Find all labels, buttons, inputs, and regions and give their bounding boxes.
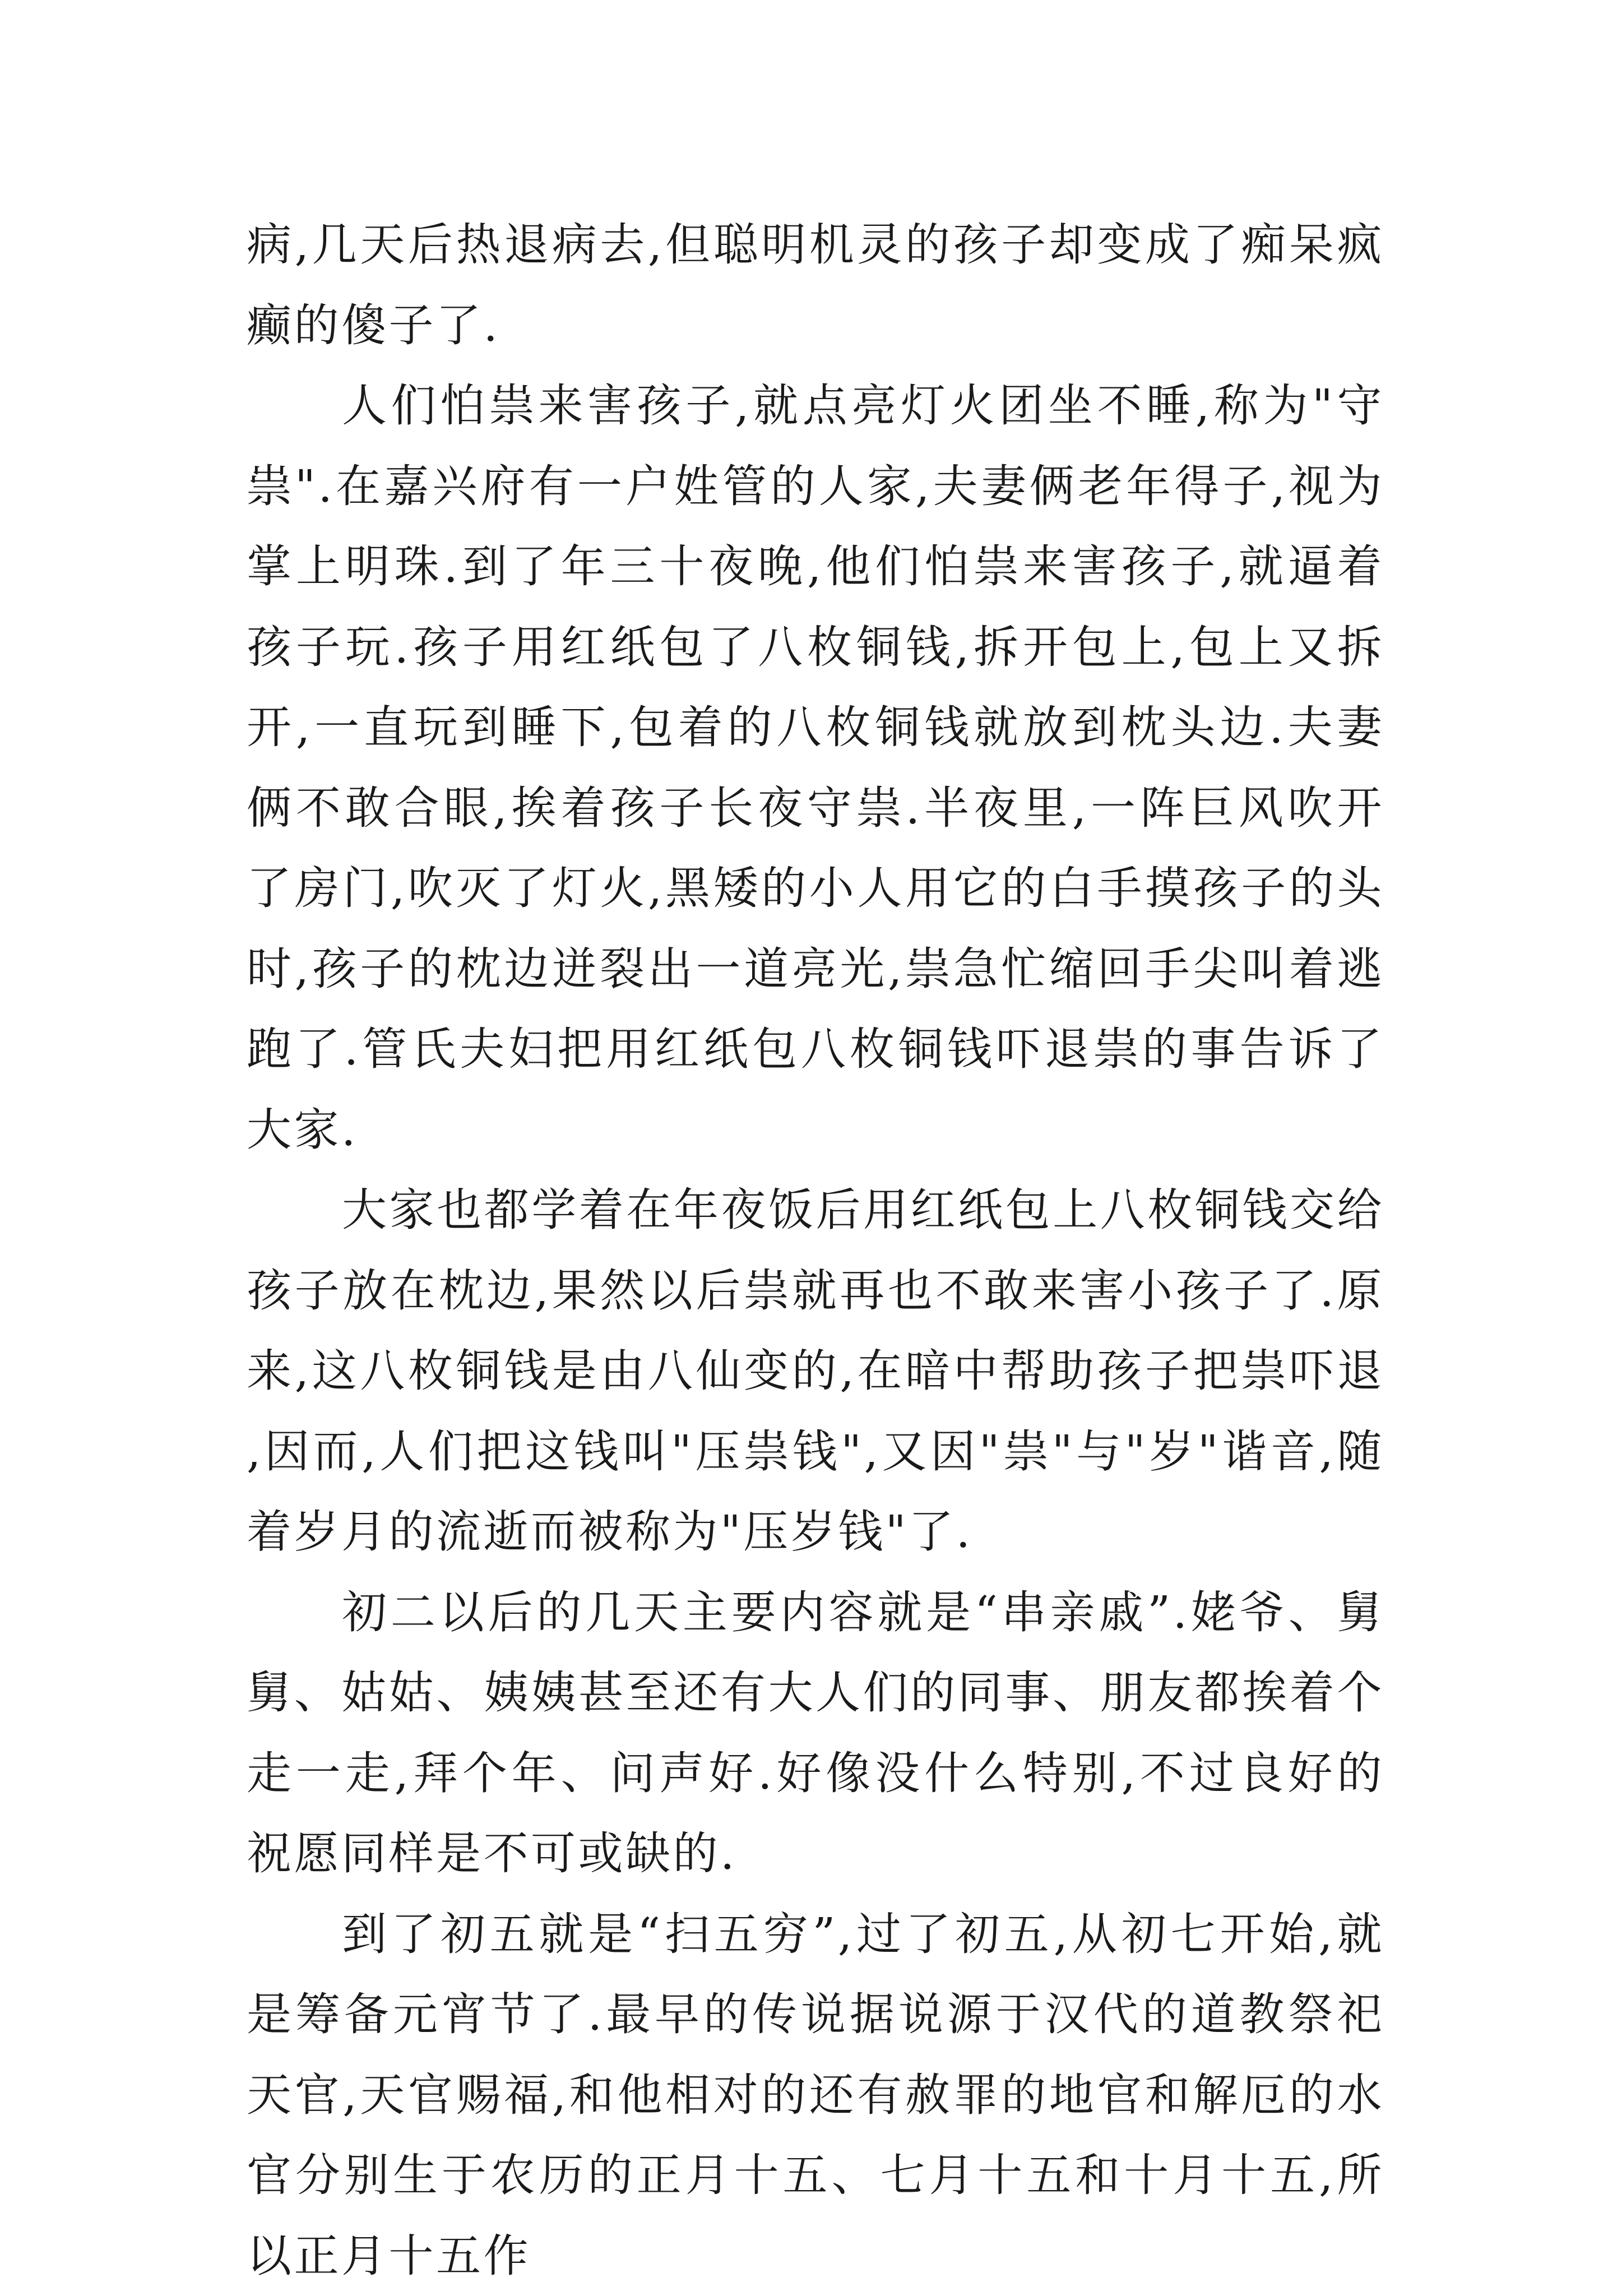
paragraph-3: 大家也都学着在年夜饭后用红纸包上八枚铜钱交给孩子放在枕边,果然以后祟就再也不敢来害小孩子了.原来,这八枚铜钱是由八仙变的,在暗中帮助孩子把祟吓退,因而,人们把这钱叫"压祟钱",又因"祟"与"岁"谐音,随着岁月的流逝而被称为"压岁钱"了. <box>247 1170 1384 1572</box>
paragraph-2: 人们怕祟来害孩子,就点亮灯火团坐不睡,称为"守祟".在嘉兴府有一户姓管的人家,夫妻俩老年得子,视为掌上明珠.到了年三十夜晚,他们怕祟来害孩子,就逼着孩子玩.孩子用红纸包了八枚铜钱,拆开包上,包上又拆开,一直玩到睡下,包着的八枚铜钱就放到枕头边.夫妻俩不敢合眼,挨着孩子长夜守祟.半夜里,一阵巨风吹开了房门,吹灭了灯火,黑矮的小人用它的白手摸孩子的头时,孩子的枕边迸裂出一道亮光,祟急忙缩回手尖叫着逃跑了.管氏夫妇把用红纸包八枚铜钱吓退祟的事告诉了大家. <box>247 365 1384 1170</box>
paragraph-4: 初二以后的几天主要内容就是“串亲戚”.姥爷、舅舅、姑姑、姨姨甚至还有大人们的同事、朋友都挨着个走一走,拜个年、问声好.好像没什么特别,不过良好的祝愿同样是不可或缺的. <box>247 1572 1384 1894</box>
body-text <box>247 205 1384 2296</box>
paragraph-1: 病,几天后热退病去,但聪明机灵的孩子却变成了痴呆疯癫的傻子了. <box>247 205 1384 365</box>
paragraph-5: 到了初五就是“扫五穷”,过了初五,从初七开始,就是筹备元宵节了.最早的传说据说源于汉代的道教祭祀天官,天官赐福,和他相对的还有赦罪的地官和解厄的水官分别生于农历的正月十五、七月十五和十月十五,所以正月十五作 <box>247 1894 1384 2296</box>
